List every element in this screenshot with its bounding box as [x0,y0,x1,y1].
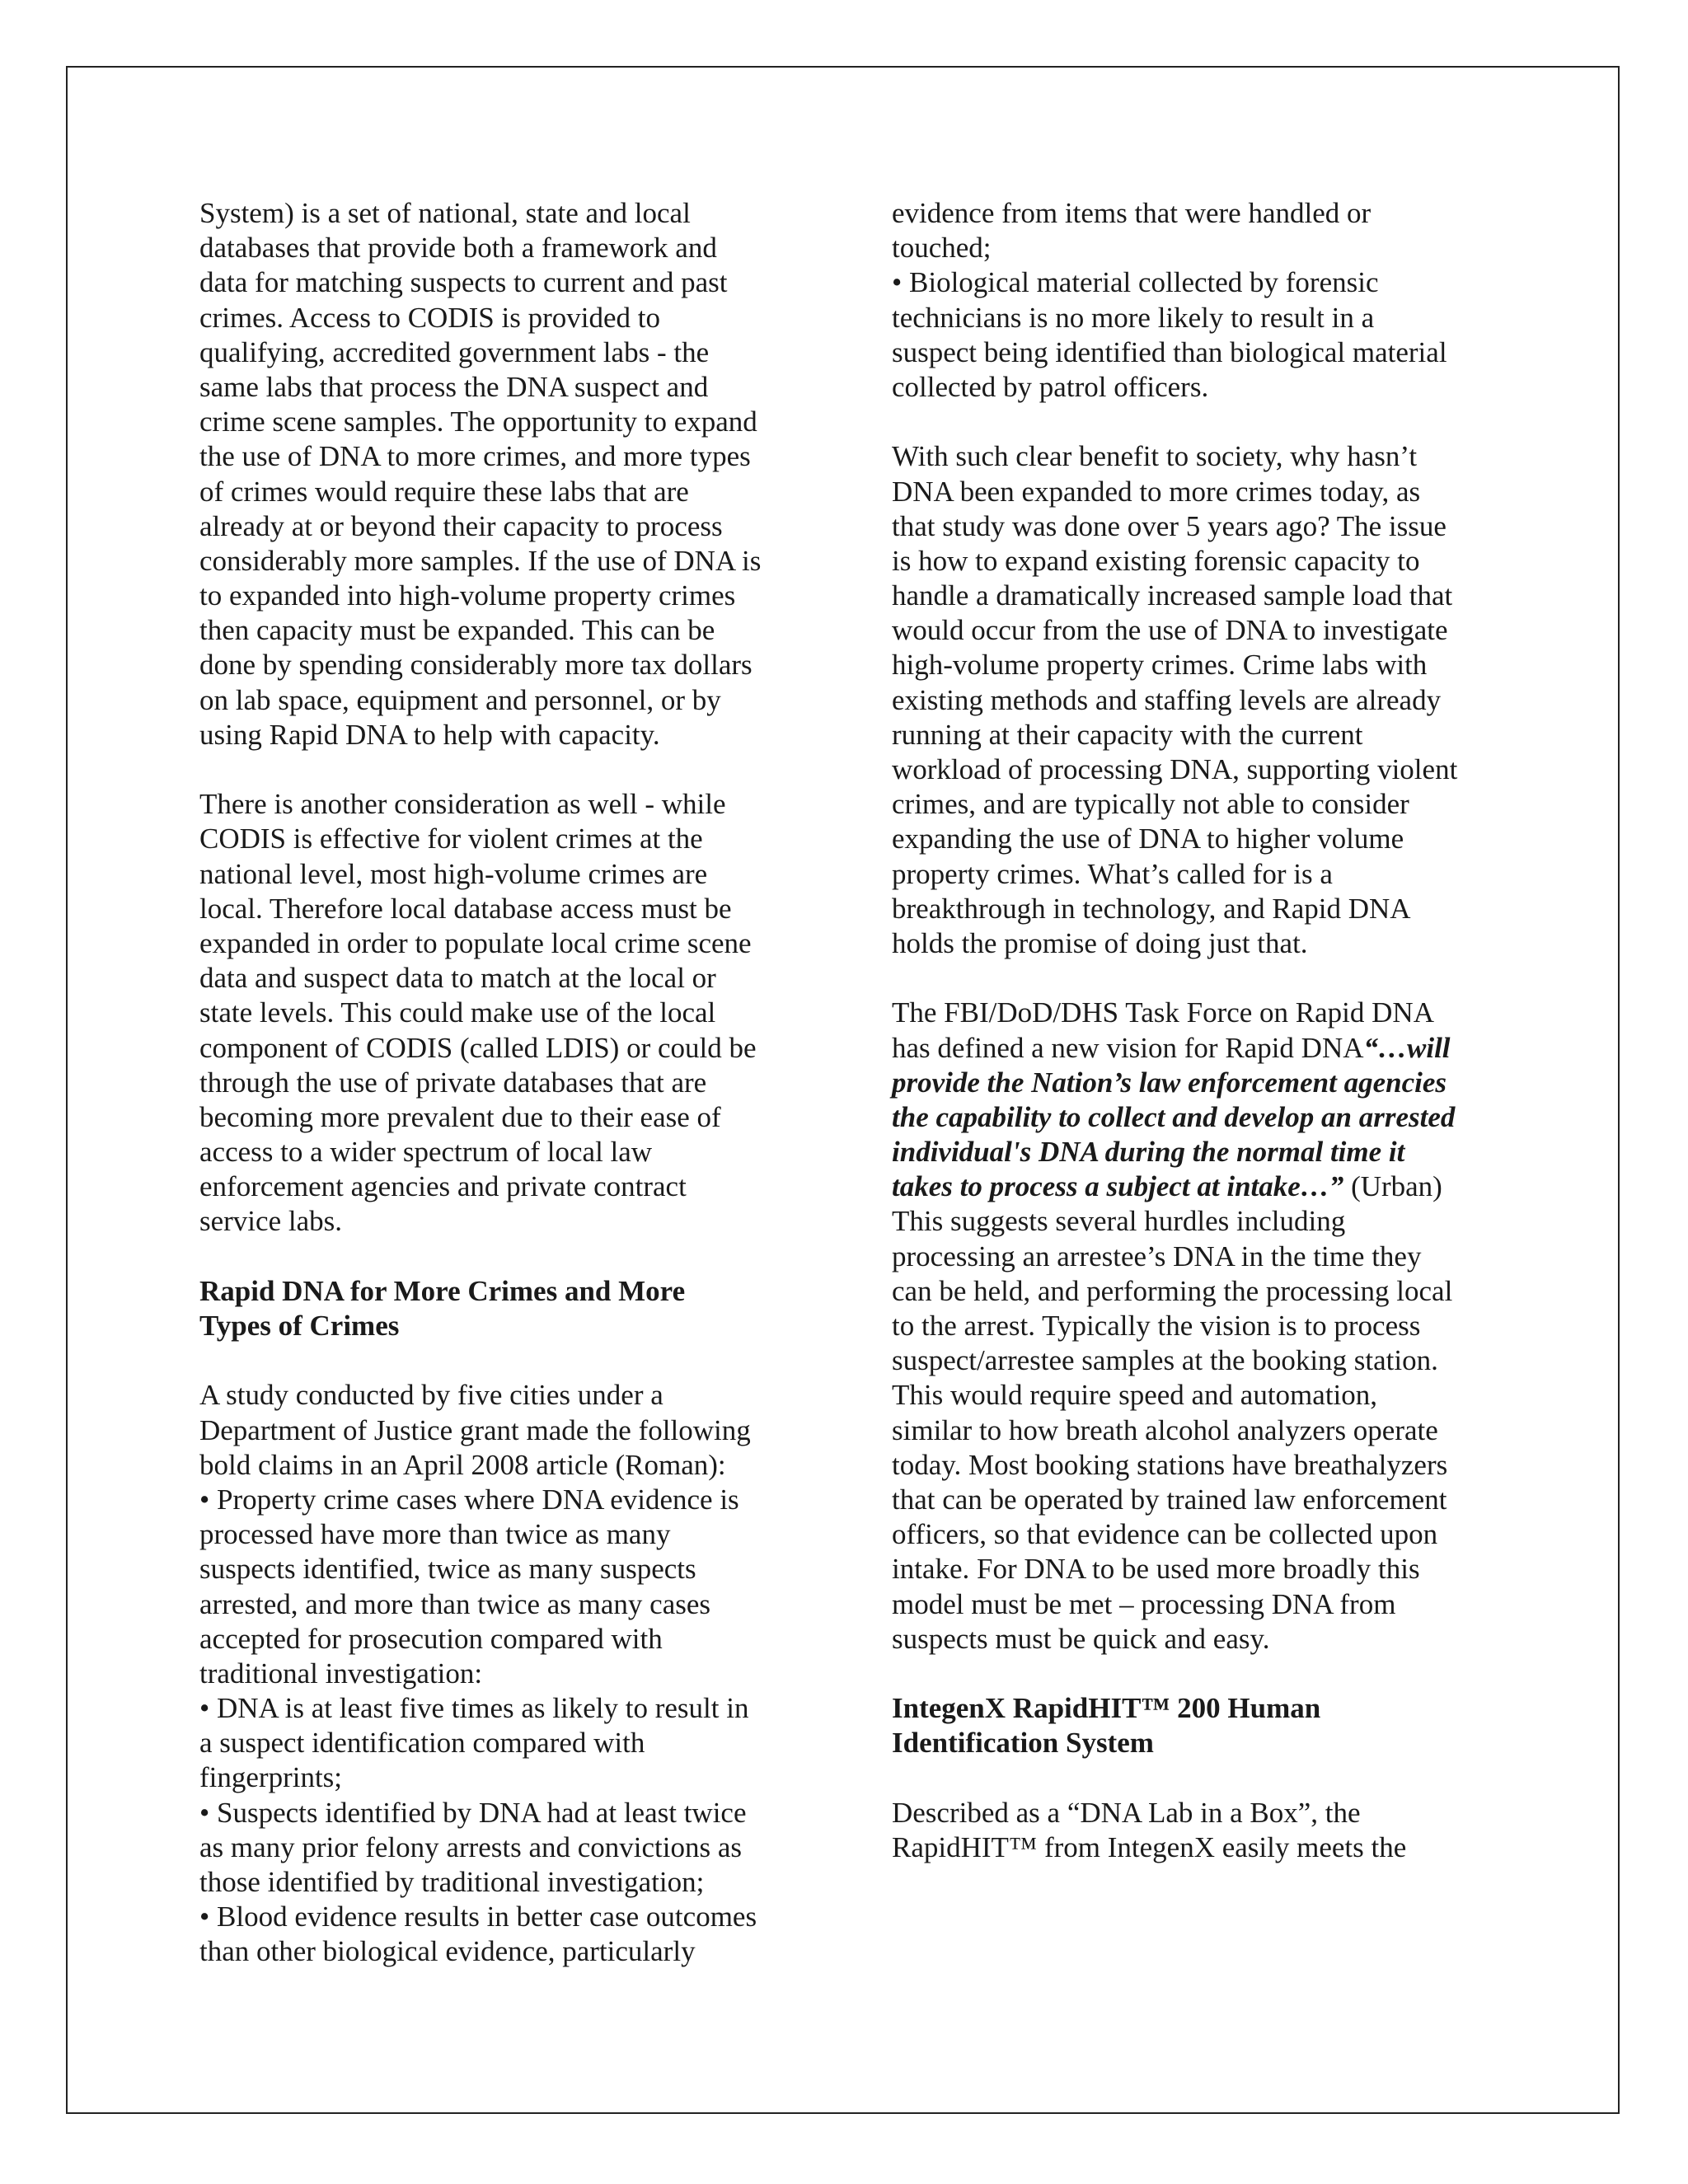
text-line: local. Therefore local database access must be [199,892,732,925]
text-line: model must be met – processing DNA from [892,1587,1396,1620]
paragraph-gap [892,1760,1502,1795]
text-line: than other biological evidence, particularly [199,1935,696,1968]
paragraph [199,196,809,752]
section-heading [892,1691,1502,1760]
paragraph [199,787,809,1239]
text-line: a suspect identification compared with [199,1727,645,1760]
text-line: expanded in order to populate local crime scene [199,926,752,959]
text-line: on lab space, equipment and personnel, or by [199,683,721,716]
text-line: existing methods and staffing levels are already [892,683,1442,716]
text-line: With such clear benefit to society, why hasn’t [892,440,1418,473]
text-line: service labs. [199,1205,342,1238]
text-line: those identified by traditional investigation; [199,1866,705,1898]
text-line: traditional investigation: [199,1657,483,1690]
text-line: national level, most high-volume crimes are [199,857,708,890]
text-line: that study was done over 5 years ago? The issue [892,509,1447,542]
text-line: data and suspect data to match at the local or [199,962,716,995]
text-line: RapidHIT™ from IntegenX easily meets the [892,1830,1407,1863]
text-segment: has defined a new vision for Rapid DNA [892,1031,1364,1064]
text-line: suspects must be quick and easy. [892,1622,1270,1655]
text-line: handle a dramatically increased sample load that [892,579,1453,612]
text-line: System) is a set of national, state and local [199,197,691,229]
text-line: accepted for prosecution compared with [199,1622,663,1655]
text-line: crimes. Access to CODIS is provided to [199,301,660,334]
text-line: touched; [892,232,992,265]
heading-line: Types of Crimes [199,1310,400,1342]
paragraph-gap [892,961,1502,996]
left-column [199,196,809,1970]
text-line: state levels. This could make use of the local [199,996,716,1029]
text-line: This suggests several hurdles including [892,1205,1346,1238]
text-line: Described as a “DNA Lab in a Box”, the [892,1796,1361,1829]
text-line: suspect being identified than biological material [892,335,1447,368]
heading-line: Rapid DNA for More Crimes and More [199,1274,686,1307]
text-line: high-volume property crimes. Crime labs with [892,649,1428,682]
text-line: This would require speed and automation, [892,1379,1378,1412]
text-line: Department of Justice grant made the following [199,1413,751,1446]
right-column [892,196,1502,1865]
text-line: same labs that process the DNA suspect and [199,370,709,403]
text-line: to expanded into high-volume property crimes [199,579,736,612]
text-line: processed have more than twice as many [199,1518,671,1551]
text-line: DNA been expanded to more crimes today, as [892,475,1421,508]
text-line: collected by patrol officers. [892,370,1209,403]
bullet-line: • Property crime cases where DNA evidence is [199,1483,739,1516]
paragraph [892,1796,1502,1865]
quote-line: the capability to collect and develop an arrested [892,1100,1456,1133]
text-line: data for matching suspects to current and past [199,266,728,299]
text-line: bold claims in an April 2008 article (Roman): [199,1448,726,1481]
text-line: The FBI/DoD/DHS Task Force on Rapid DNA [892,996,1434,1029]
paragraph [892,996,1502,1657]
section-heading [199,1274,809,1343]
text-line: crimes, and are typically not able to consider [892,788,1409,821]
text-line: property crimes. What’s called for is a [892,857,1333,890]
bullet-line: • Suspects identified by DNA had at least twice [199,1796,747,1829]
quote-line: provide the Nation’s law enforcement agencies [892,1066,1447,1099]
text-line: as many prior felony arrests and convictions as [199,1830,743,1863]
text-line: evidence from items that were handled or [892,197,1372,229]
bullet-line: • DNA is at least five times as likely to result in [199,1692,749,1725]
text-line: processing an arrestee’s DNA in the time they [892,1240,1422,1272]
paragraph-gap [892,1657,1502,1691]
text-line: then capacity must be expanded. This can be [199,614,715,647]
text-line: already at or beyond their capacity to process [199,509,723,542]
paragraph-gap [199,1343,809,1378]
quote-segment: “…will [1363,1031,1451,1064]
text-line: databases that provide both a framework and [199,232,717,265]
paragraph [892,439,1502,961]
text-line: to the arrest. Typically the vision is to process [892,1310,1421,1342]
text-line: access to a wider spectrum of local law [199,1136,653,1169]
text-line: workload of processing DNA, supporting violent [892,753,1458,785]
text-line: through the use of private databases that are [199,1066,707,1099]
text-line: done by spending considerably more tax dollars [199,649,753,682]
text-line: intake. For DNA to be used more broadly this [892,1553,1420,1586]
quote-segment: takes to process a subject at intake…” [892,1170,1344,1203]
text-line: today. Most booking stations have breathalyzers [892,1448,1448,1481]
text-line [892,1031,1502,1066]
heading-line: Identification System [892,1727,1154,1760]
text-line: that can be operated by trained law enforcement [892,1483,1447,1516]
text-line: becoming more prevalent due to their ease of [199,1100,721,1133]
text-line: enforcement agencies and private contract [199,1170,687,1203]
text-line: using Rapid DNA to help with capacity. [199,718,660,751]
paragraph-gap [892,405,1502,439]
heading-line: IntegenX RapidHIT™ 200 Human [892,1692,1321,1725]
text-line: CODIS is effective for violent crimes at the [199,823,703,855]
text-line: A study conducted by five cities under a [199,1379,663,1412]
text-line: holds the promise of doing just that. [892,926,1308,959]
bullet-line: • Blood evidence results in better case outcomes [199,1900,757,1933]
paragraph-gap [199,1240,809,1274]
text-line [892,1169,1502,1204]
text-line: is how to expand existing forensic capacity to [892,544,1420,577]
text-line: qualifying, accredited government labs - the [199,335,710,368]
text-line: the use of DNA to more crimes, and more types [199,440,751,473]
paragraph-gap [199,752,809,787]
text-line: similar to how breath alcohol analyzers operate [892,1413,1438,1446]
text-line: running at their capacity with the current [892,718,1363,751]
text-line: component of CODIS (called LDIS) or could be [199,1031,757,1064]
paragraph [892,196,1502,405]
text-line: There is another consideration as well - while [199,788,726,821]
text-line: crime scene samples. The opportunity to expand [199,405,757,438]
text-line: suspect/arrestee samples at the booking station. [892,1344,1438,1377]
quote-line: individual's DNA during the normal time it [892,1136,1405,1169]
text-line: suspects identified, twice as many suspects [199,1553,696,1586]
paragraph [199,1378,809,1969]
text-line: breakthrough in technology, and Rapid DNA [892,892,1411,925]
text-line: considerably more samples. If the use of DNA is [199,544,762,577]
citation-segment: (Urban) [1343,1170,1442,1203]
text-line: would occur from the use of DNA to investigate [892,614,1448,647]
text-line: fingerprints; [199,1761,343,1794]
text-line: of crimes would require these labs that are [199,475,689,508]
text-line: technicians is no more likely to result in a [892,301,1375,334]
bullet-line: • Biological material collected by forensic [892,266,1379,299]
text-line: arrested, and more than twice as many cases [199,1587,711,1620]
text-line: expanding the use of DNA to higher volume [892,823,1404,855]
text-line: officers, so that evidence can be collected upon [892,1518,1438,1551]
text-line: can be held, and performing the processing local [892,1274,1453,1307]
